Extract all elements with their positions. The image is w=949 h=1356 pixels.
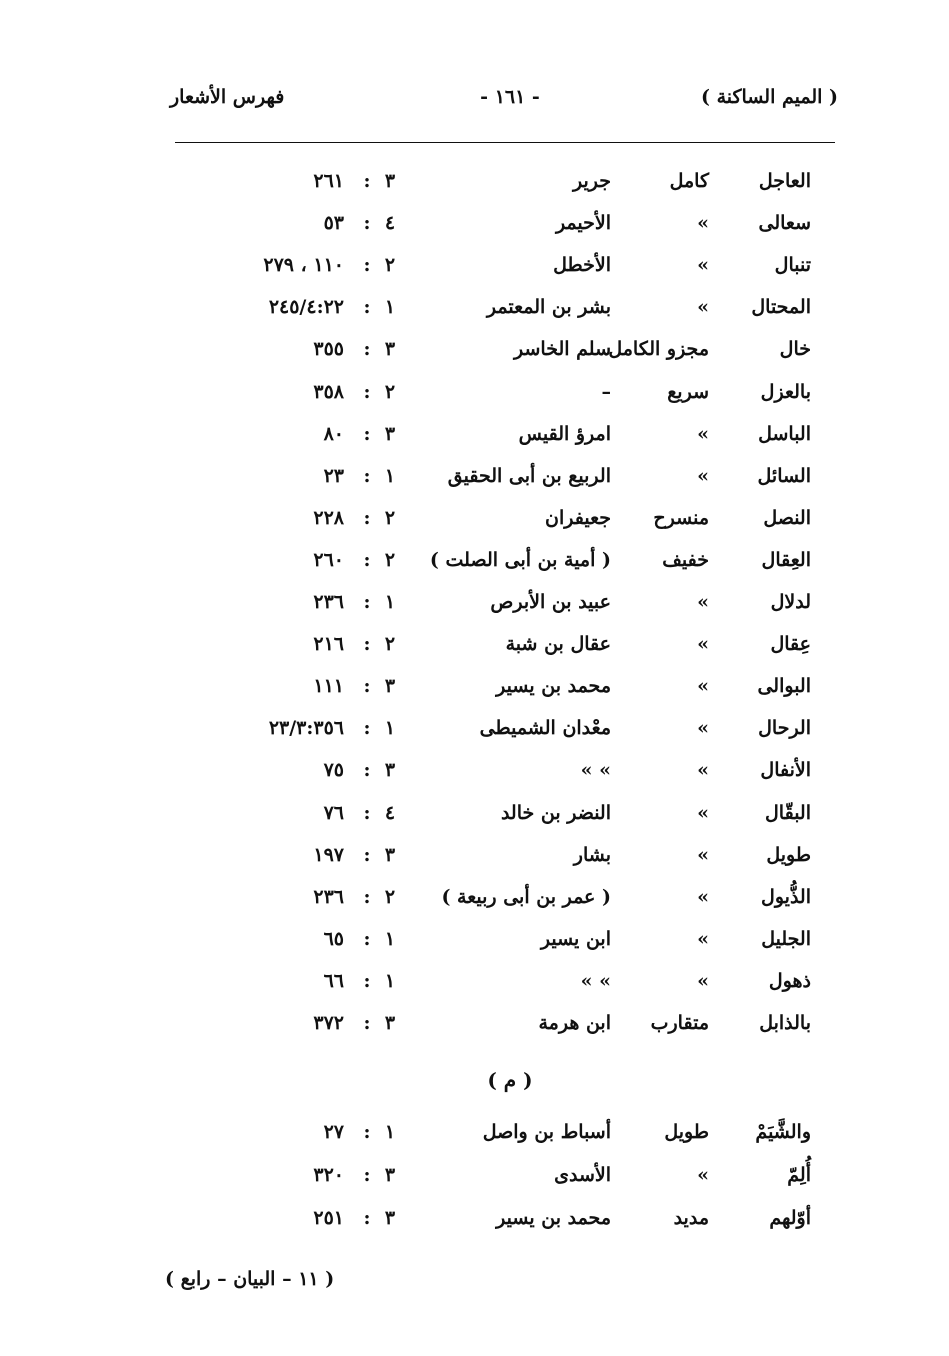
meter: »	[697, 969, 709, 992]
separator-colon: :	[363, 633, 371, 656]
rhyme-word: لدلال	[770, 591, 811, 613]
poet-name: أسباط بن واصل	[482, 1121, 611, 1143]
verse-count: ١	[384, 969, 396, 992]
separator-colon: :	[363, 380, 371, 403]
page-reference: ٢٤٥/٤:٢٢	[268, 296, 344, 319]
rhyme-word: الرحال	[758, 717, 811, 740]
page-reference: ٧٦	[323, 801, 344, 824]
poet-name: » »	[580, 969, 611, 992]
index-row	[0, 170, 949, 208]
meter: »	[697, 254, 709, 277]
separator-colon: :	[363, 843, 371, 866]
separator-colon: :	[363, 675, 371, 698]
rhyme-word: أوّلهم	[769, 1207, 811, 1229]
poet-name: جعيفران	[545, 506, 611, 529]
index-row	[0, 1164, 949, 1202]
rhyme-word: ذهول	[768, 969, 811, 992]
verse-count: ٤	[384, 801, 396, 824]
poet-name: الربيع بن أبى الحقيق	[447, 464, 611, 487]
rhyme-word: السائل	[757, 464, 811, 487]
rhyme-word: بالعزل	[760, 380, 811, 403]
page-reference: ٢٣	[323, 464, 344, 487]
poet-name: عقال بن شبة	[505, 633, 611, 656]
meter: خفيف	[662, 548, 709, 571]
separator-colon: :	[363, 422, 371, 445]
index-row	[0, 886, 949, 924]
index-row	[0, 717, 949, 755]
meter: »	[697, 675, 709, 698]
verse-count: ٣	[384, 759, 396, 782]
page-reference: ٢٢٨	[313, 506, 344, 529]
index-row	[0, 423, 949, 461]
poet-name: الأحيمر	[555, 212, 611, 235]
meter: »	[697, 464, 709, 487]
rhyme-word: سعالى	[758, 212, 811, 235]
rhyme-word: خال	[779, 338, 811, 361]
verse-count: ١	[384, 591, 396, 613]
index-row	[0, 970, 949, 1008]
separator-colon: :	[363, 591, 371, 613]
separator-colon: :	[363, 254, 371, 277]
meter: مجزو الكامل	[608, 338, 709, 361]
index-row	[0, 1207, 949, 1245]
index-row	[0, 633, 949, 671]
separator-colon: :	[363, 170, 371, 192]
separator-colon: :	[363, 759, 371, 782]
rhyme-word: الذُّيول	[761, 885, 811, 908]
verse-count: ٤	[384, 212, 396, 235]
rhyme-word: المحتال	[751, 296, 811, 319]
poet-name: الأخطل	[553, 254, 611, 277]
separator-colon: :	[363, 1121, 371, 1143]
index-row	[0, 928, 949, 966]
verse-count: ١	[384, 1121, 396, 1143]
meter: »	[697, 717, 709, 740]
index-row	[0, 759, 949, 797]
rhyme-word: الباسل	[758, 422, 811, 445]
rhyme-word: البقّال	[764, 801, 811, 824]
verse-count: ١	[384, 717, 396, 740]
poet-name: سلم الخاسر	[514, 338, 611, 361]
page-reference: ١١٠ ، ٢٧٩	[263, 254, 344, 277]
page-reference: ٣٥٨	[313, 380, 344, 403]
index-row	[0, 844, 949, 882]
page-reference: ٦٦	[323, 969, 344, 992]
meter: »	[697, 591, 709, 613]
page-reference: ٢٧	[323, 1121, 344, 1143]
poet-name: –	[601, 380, 611, 403]
verse-count: ١	[384, 296, 396, 319]
poet-name: معْدان الشميطى	[479, 717, 611, 740]
separator-colon: :	[363, 969, 371, 992]
page-reference: ٨٠	[323, 422, 344, 445]
verse-count: ٣	[384, 422, 396, 445]
rhyme-word: عِقال	[770, 633, 811, 656]
rhyme-word: طويل	[766, 843, 811, 866]
separator-colon: :	[363, 1164, 371, 1186]
page-footer-signature: ( ١١ – البيان – رابع )	[165, 1268, 335, 1290]
page-reference: ٢٣/٣:٣٥٦	[268, 717, 344, 740]
page-reference: ٣٥٥	[313, 338, 344, 361]
page-reference: ٣٢٠	[313, 1164, 344, 1186]
poet-name: جرير	[573, 170, 611, 192]
poet-name: محمد بن يسير	[496, 1207, 611, 1229]
page-reference: ٢٣٦	[313, 885, 344, 908]
index-row	[0, 549, 949, 587]
meter: »	[697, 885, 709, 908]
meter: سريع	[667, 380, 709, 403]
meter: »	[697, 759, 709, 782]
page-reference: ١١١	[313, 675, 344, 698]
rhyme-word: العِقال	[761, 548, 811, 571]
page-reference: ٢٥١	[313, 1207, 344, 1229]
meter: مديد	[673, 1207, 709, 1229]
verse-count: ٣	[384, 843, 396, 866]
poet-name: بشر بن المعتمر	[486, 296, 611, 319]
separator-colon: :	[363, 717, 371, 740]
separator-colon: :	[363, 885, 371, 908]
verse-count: ٢	[384, 885, 396, 908]
meter: طويل	[664, 1121, 709, 1143]
separator-colon: :	[363, 296, 371, 319]
meter: »	[697, 212, 709, 235]
section-heading-mim: ( م )	[487, 1068, 533, 1092]
verse-count: ٣	[384, 170, 396, 192]
verse-count: ٣	[384, 675, 396, 698]
poet-name: النضر بن خالد	[500, 801, 611, 824]
page-reference: ٢٣٦	[313, 591, 344, 613]
rhyme-word: النصل	[763, 506, 811, 529]
page-reference: ٢٦٠	[313, 548, 344, 571]
poet-name: » »	[580, 759, 611, 782]
index-row	[0, 591, 949, 629]
rhyme-word: بالذابل	[759, 1012, 811, 1034]
header-index-title: فهرس الأشعار	[170, 86, 285, 108]
poet-name: ابن هرمة	[538, 1012, 611, 1034]
verse-count: ١	[384, 927, 396, 950]
separator-colon: :	[363, 1207, 371, 1229]
rhyme-word: العاجل	[758, 170, 811, 192]
verse-count: ١	[384, 464, 396, 487]
page-reference: ٦٥	[323, 927, 344, 950]
page-header	[170, 86, 838, 116]
index-row	[0, 296, 949, 334]
poet-name: بشار	[573, 843, 611, 866]
verse-count: ٢	[384, 548, 396, 571]
verse-count: ٣	[384, 1164, 396, 1186]
rhyme-word: والشَّيَمْ	[755, 1121, 811, 1143]
meter: »	[697, 801, 709, 824]
separator-colon: :	[363, 927, 371, 950]
meter: »	[697, 633, 709, 656]
separator-colon: :	[363, 548, 371, 571]
poet-name: ابن يسير	[540, 927, 611, 950]
verse-count: ٣	[384, 1207, 396, 1229]
meter: »	[697, 1164, 709, 1186]
page-number: - ١٦١ -	[480, 86, 540, 108]
index-row	[0, 338, 949, 376]
index-row	[0, 212, 949, 250]
index-row	[0, 675, 949, 713]
rhyme-word: الجليل	[761, 927, 811, 950]
separator-colon: :	[363, 338, 371, 361]
rhyme-word: أُلِمّ	[787, 1164, 811, 1186]
meter: »	[697, 843, 709, 866]
page-reference: ٢١٦	[313, 633, 344, 656]
poet-name: عبيد بن الأبرص	[490, 591, 611, 613]
poet-name: محمد بن يسير	[496, 675, 611, 698]
verse-count: ٢	[384, 380, 396, 403]
separator-colon: :	[363, 506, 371, 529]
meter: »	[697, 927, 709, 950]
meter: متقارب	[650, 1012, 709, 1034]
rhyme-word: تنبال	[774, 254, 811, 277]
verse-count: ٣	[384, 338, 396, 361]
meter: منسرح	[653, 506, 709, 529]
index-row	[0, 254, 949, 292]
index-row	[0, 507, 949, 545]
poet-name: الأسدى	[554, 1164, 611, 1186]
meter: »	[697, 296, 709, 319]
rhyme-word: الأنفال	[760, 759, 811, 782]
index-row	[0, 465, 949, 503]
index-row	[0, 802, 949, 840]
index-row	[0, 1012, 949, 1050]
separator-colon: :	[363, 212, 371, 235]
verse-count: ٢	[384, 254, 396, 277]
page-reference: ٧٥	[323, 759, 344, 782]
page-reference: ٣٧٢	[313, 1012, 344, 1034]
verse-count: ٣	[384, 1012, 396, 1034]
page-reference: ٢٦١	[313, 170, 344, 192]
rhyme-word: البوالى	[757, 675, 811, 698]
meter: »	[697, 422, 709, 445]
page-reference: ٥٣	[323, 212, 344, 235]
separator-colon: :	[363, 801, 371, 824]
separator-colon: :	[363, 1012, 371, 1034]
index-row	[0, 1121, 949, 1159]
meter: كامل	[669, 170, 709, 192]
page-reference: ١٩٧	[313, 843, 344, 866]
separator-colon: :	[363, 464, 371, 487]
verse-count: ٢	[384, 633, 396, 656]
verse-count: ٢	[384, 506, 396, 529]
index-row	[0, 381, 949, 419]
header-rule	[175, 142, 835, 143]
poet-name: امرؤ القيس	[518, 422, 611, 445]
poet-name: ( عمر بن أبى ربيعة )	[441, 885, 611, 908]
header-section-title: ( الميم الساكنة )	[700, 86, 838, 108]
poet-name: ( أمية بن أبى الصلت )	[429, 548, 611, 571]
